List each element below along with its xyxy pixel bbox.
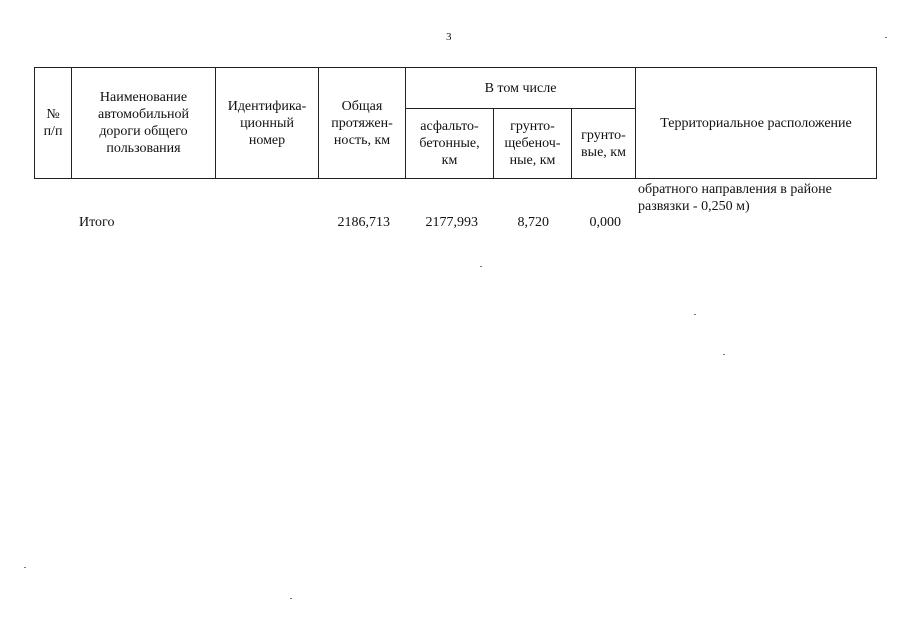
total-label: Итого <box>79 215 115 230</box>
col-header-number: № п/п <box>35 68 72 179</box>
col-header-road-name: Наименование автомобильной дороги общего пользования <box>72 68 216 179</box>
scan-speck <box>723 354 725 355</box>
scan-speck <box>480 266 482 267</box>
location-continuation-line-2: развязки - 0,250 м) <box>638 199 750 214</box>
total-asphalt-value: 2177,993 <box>425 215 478 230</box>
scan-speck <box>694 314 696 315</box>
col-header-soil: грунто- вые, км <box>572 109 636 179</box>
total-soil-value: 0,000 <box>589 215 621 230</box>
header-table <box>34 67 877 179</box>
col-header-asphalt: асфальто- бетонные, км <box>406 109 494 179</box>
col-header-identifier: Идентифика- ционный номер <box>216 68 319 179</box>
scan-speck <box>290 598 292 599</box>
scan-speck <box>24 567 26 568</box>
total-gravel-value: 8,720 <box>517 215 549 230</box>
total-length-value: 2186,713 <box>337 215 390 230</box>
col-header-gravel: грунто- щебеноч- ные, км <box>494 109 572 179</box>
location-continuation-line-1: обратного направления в районе <box>638 182 832 197</box>
page-number: 3 <box>446 31 452 43</box>
col-header-including: В том числе <box>406 68 636 109</box>
col-header-location: Территориальное расположение <box>636 68 877 179</box>
scan-speck <box>885 37 887 38</box>
col-header-total-length: Общая протяжен- ность, км <box>319 68 406 179</box>
